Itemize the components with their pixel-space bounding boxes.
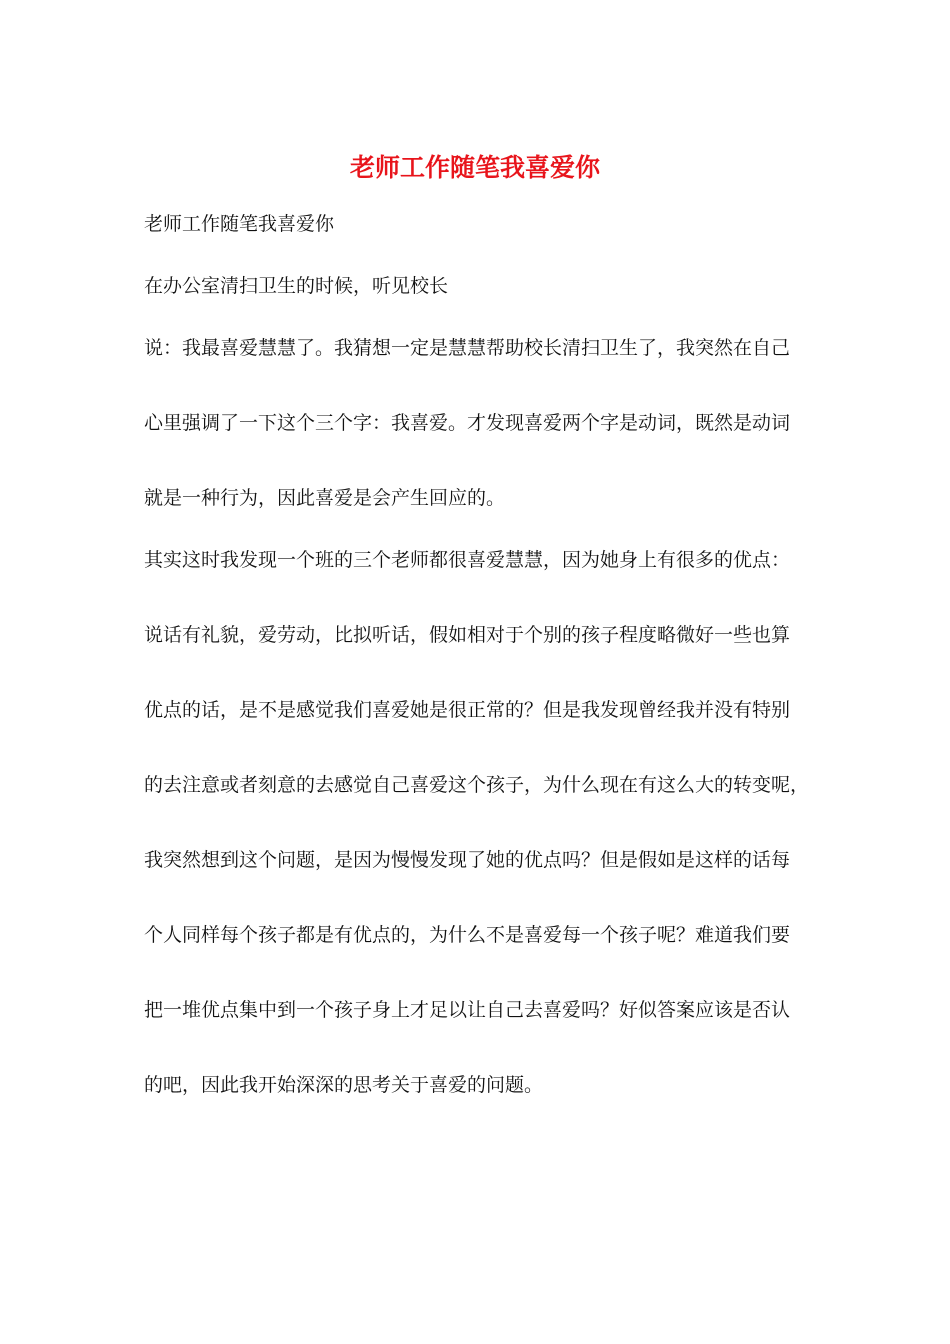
paragraph-line: 老师工作随笔我喜爱你 [144,213,335,235]
paragraph-line: 个人同样每个孩子都是有优点的，为什么不是喜爱每一个孩子呢？难道我们要 [144,924,791,946]
paragraph-line: 其实这时我发现一个班的三个老师都很喜爱慧慧，因为她身上有很多的优点： [144,549,791,571]
paragraph-line: 的吧，因此我开始深深的思考关于喜爱的问题。 [144,1074,544,1096]
document-title: 老师工作随笔我喜爱你 [349,153,600,182]
paragraph-line: 心里强调了一下这个三个字：我喜爱。才发现喜爱两个字是动词，既然是动词 [144,412,791,434]
paragraph-line: 的去注意或者刻意的去感觉自己喜爱这个孩子，为什么现在有这么大的转变呢， [144,774,810,796]
paragraph-line: 说话有礼貌，爱劳动，比拟听话，假如相对于个别的孩子程度略微好一些也算 [144,624,791,646]
paragraph-line: 我突然想到这个问题，是因为慢慢发现了她的优点吗？但是假如是这样的话每 [144,849,791,871]
paragraph-line: 在办公室清扫卫生的时候，听见校长 [144,275,449,297]
paragraph-line: 就是一种行为，因此喜爱是会产生回应的。 [144,487,506,509]
paragraph-line: 说：我最喜爱慧慧了。我猜想一定是慧慧帮助校长清扫卫生了，我突然在自己 [144,337,791,359]
paragraph-line: 把一堆优点集中到一个孩子身上才足以让自己去喜爱吗？好似答案应该是否认 [144,999,791,1021]
paragraph-line: 优点的话，是不是感觉我们喜爱她是很正常的？但是我发现曾经我并没有特别 [144,699,791,721]
